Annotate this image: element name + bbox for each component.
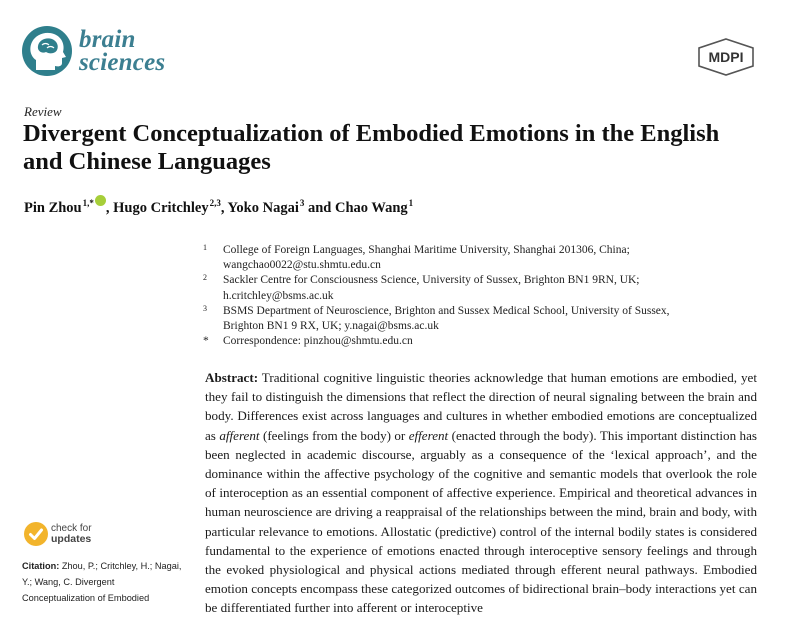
citation-text: Zhou, P.; Critchley, H.; Nagai, Y.; Wang, C. Divergent Conceptualization of Embodied bbox=[22, 561, 182, 603]
check-for-updates-line2: updates bbox=[51, 533, 92, 545]
affiliation-item bbox=[203, 273, 763, 303]
affiliations bbox=[203, 243, 763, 349]
affiliation-line: BSMS Department of Neuroscience, Brighton and Sussex Medical School, University of Sussex, bbox=[223, 304, 670, 317]
author-affiliation-marker: 2,3 bbox=[209, 198, 221, 208]
correspondence-marker: * bbox=[203, 335, 209, 348]
affiliation-number: 1 bbox=[203, 243, 207, 252]
affiliation-number: 3 bbox=[203, 303, 207, 313]
abstract-emphasis: afferent bbox=[219, 427, 260, 443]
journal-name-line2: sciences bbox=[79, 49, 166, 76]
brain-head-icon bbox=[22, 26, 72, 76]
author-name[interactable]: Hugo Critchley bbox=[113, 200, 209, 216]
author-name[interactable]: Chao Wang bbox=[335, 200, 408, 216]
affiliation-line: College of Foreign Languages, Shanghai Maritime University, Shanghai 201306, China; bbox=[223, 244, 630, 256]
author-separator: , bbox=[220, 200, 228, 216]
abstract-emphasis: efferent bbox=[408, 427, 449, 443]
author-affiliation-marker: 1 bbox=[408, 198, 414, 208]
citation bbox=[22, 558, 182, 606]
abstract-label: Abstract: bbox=[205, 370, 259, 385]
check-for-updates-button[interactable] bbox=[24, 522, 92, 546]
checkmark-icon bbox=[24, 522, 48, 546]
journal-name-line1: brain bbox=[79, 26, 136, 53]
check-for-updates-label bbox=[51, 523, 92, 545]
abstract-text: (enacted through the body). This important distinction has been neglected in academic discourse, arguably as a consequence of the ‘lexical approach’, and the dominance within the affective psychology of the cognitive and semantic models that overlook the role of interoception as an essential component of affective experience. Empirical and theoretical advances in human neuroscience are driving a reappraisal of the relationships between the mind, brain and body, with particular relevance to emotions. Allostatic (predictive) control of the internal bodily states is considered fundamental to the experience of emotions enacted through interoceptive sensory feelings and through the evoked physiological and physical actions mediated through efferent neural pathways. Embodied emotion concepts encompass these categorized outcomes of bidirectional brain–body interactions yet can be differentiated further into afferent or interoceptive bbox=[205, 427, 757, 616]
article-title: Divergent Conceptualization of Embodied Emotions in the English and Chinese Languages bbox=[23, 120, 720, 175]
affiliation-line: Sackler Centre for Consciousness Science, University of Sussex, Brighton BN1 9RN, UK; bbox=[223, 274, 640, 287]
citation-label: Citation: bbox=[22, 561, 60, 571]
author-separator: and bbox=[304, 200, 335, 216]
affiliation-item bbox=[203, 304, 763, 334]
affiliation-email[interactable]: h.critchley@bsms.ac.uk bbox=[223, 289, 334, 302]
author-affiliation-marker: 3 bbox=[299, 198, 305, 208]
orcid-icon[interactable] bbox=[95, 195, 106, 206]
abstract bbox=[205, 368, 757, 618]
check-for-updates-line1: check for bbox=[51, 523, 92, 534]
affiliation-email[interactable]: wangchao0022@stu.shmtu.edu.cn bbox=[223, 259, 381, 272]
affiliation-line: Brighton BN1 9 RX, UK; y.nagai@bsms.ac.uk bbox=[223, 320, 439, 333]
author-affiliation-marker: 1,* bbox=[82, 198, 94, 208]
author-separator: , bbox=[105, 200, 114, 216]
correspondence-item bbox=[203, 334, 763, 349]
abstract-text: Traditional cognitive linguistic theories acknowledge that human emotions are embodied, yet they fail to distinguish the dimensions that reflect the direction of neural signaling between the brain and body. Differences exist across languages and cultures in whether embodied emotions are conceptualized as bbox=[205, 370, 757, 443]
publisher-name: MDPI bbox=[708, 49, 744, 65]
journal-logo bbox=[22, 26, 165, 76]
abstract-text: (feelings from the body) or bbox=[259, 427, 409, 443]
journal-name bbox=[79, 28, 165, 74]
affiliation-number: 2 bbox=[203, 273, 207, 283]
correspondence-line[interactable]: Correspondence: pinzhou@shmtu.edu.cn bbox=[223, 335, 413, 348]
author-name[interactable]: Yoko Nagai bbox=[227, 200, 299, 216]
publisher-logo bbox=[697, 38, 755, 76]
author-name[interactable]: Pin Zhou bbox=[24, 200, 82, 216]
author-list bbox=[24, 195, 413, 217]
affiliation-item bbox=[203, 243, 763, 273]
article-type: Review bbox=[24, 104, 62, 119]
